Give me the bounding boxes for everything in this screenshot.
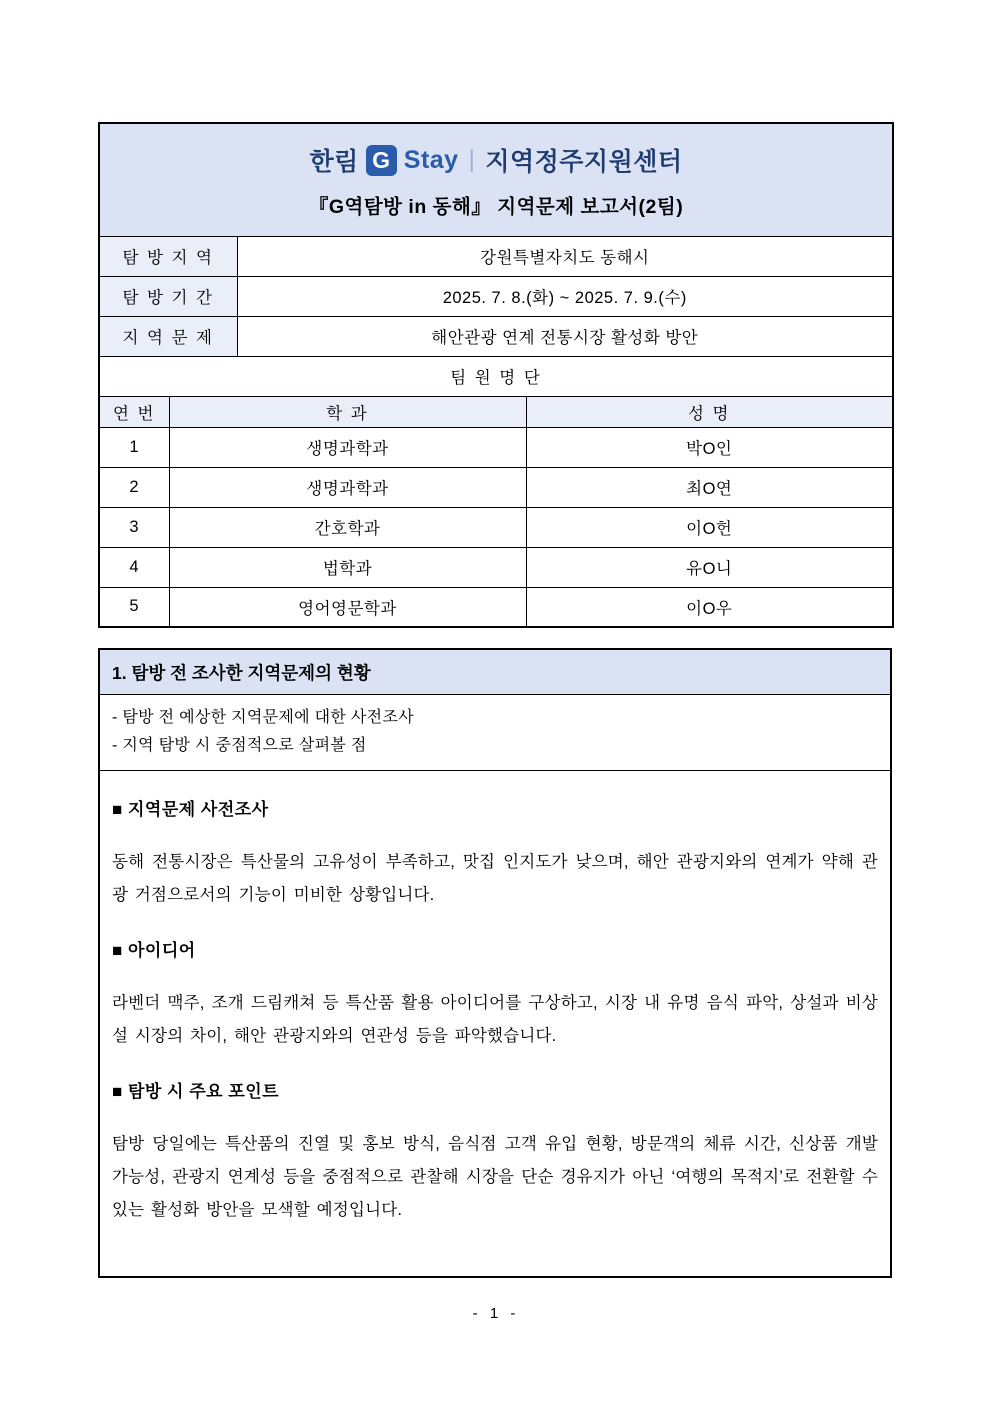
team-header-row	[99, 396, 893, 427]
team-caption-row	[99, 356, 893, 396]
table-row	[99, 467, 893, 507]
team-col-dept: 학 과	[169, 396, 526, 427]
member-name: 유O니	[526, 547, 893, 587]
table-row	[99, 427, 893, 467]
heading-presurvey: ■ 지역문제 사전조사	[112, 800, 269, 819]
logo-center-name: 지역정주지원센터	[485, 148, 683, 177]
info-value-period: 2025. 7. 8.(화) ~ 2025. 7. 9.(수)	[237, 276, 893, 316]
member-dept: 생명과학과	[169, 467, 526, 507]
member-dept: 생명과학과	[169, 427, 526, 467]
info-row-problem	[99, 316, 893, 356]
header-band	[99, 123, 893, 236]
team-col-name: 성 명	[526, 396, 893, 427]
table-row	[99, 547, 893, 587]
logo-separator: |	[468, 146, 476, 174]
team-col-no: 연 번	[99, 396, 169, 427]
table-row	[99, 587, 893, 627]
info-value-region: 강원특별자치도 동해시	[237, 236, 893, 276]
member-dept: 영어영문학과	[169, 587, 526, 627]
info-label-problem: 지 역 문 제	[99, 316, 237, 356]
member-name: 박O인	[526, 427, 893, 467]
logo-hallym-text: 한림	[309, 148, 359, 177]
report-header-table	[98, 122, 894, 628]
section1-content	[100, 771, 890, 1227]
team-caption: 팀 원 명 단	[99, 356, 893, 396]
member-no: 2	[99, 467, 169, 507]
logo-stay-text: Stay	[403, 145, 459, 174]
member-no: 4	[99, 547, 169, 587]
info-value-problem: 해안관광 연계 전통시장 활성화 방안	[237, 316, 893, 356]
member-dept: 간호학과	[169, 507, 526, 547]
org-logo	[100, 142, 892, 178]
member-name: 이O우	[526, 587, 893, 627]
info-label-period: 탐 방 기 간	[99, 276, 237, 316]
heading-visit-points: ■ 탐방 시 주요 포인트	[112, 1082, 280, 1101]
paragraph-presurvey: 동해 전통시장은 특산물의 고유성이 부족하고, 맛집 인지도가 낮으며, 해안 관광지와의 연계가 약해 관광 거점으로서의 기능이 미비한 상황입니다.	[112, 853, 878, 904]
member-no: 3	[99, 507, 169, 547]
paragraph-idea: 라벤더 맥주, 조개 드림캐쳐 등 특산품 활용 아이디어를 구상하고, 시장 내 유명 음식 파악, 상설과 비상설 시장의 차이, 해안 관광지와의 연관성 등을 파악했습니다.	[112, 994, 878, 1045]
member-name: 최O연	[526, 467, 893, 507]
paragraph-visit-points: 탐방 당일에는 특산품의 진열 및 홍보 방식, 음식점 고객 유입 현황, 방문객의 체류 시간, 신상품 개발 가능성, 관광지 연계성 등을 중점적으로 관찰해 시장을 단순 경유지가 아닌 ‘여행의 목적지’로 전환할 수 있는 활성화 방안을 모색할 예정입니다.	[112, 1135, 878, 1219]
section1-box	[98, 648, 892, 1278]
section1-title: 1. 탐방 전 조사한 지역문제의 현황	[100, 650, 890, 695]
g-badge-icon: G	[366, 145, 397, 176]
member-dept: 법학과	[169, 547, 526, 587]
member-no: 1	[99, 427, 169, 467]
bullet-presurvey: - 탐방 전 예상한 지역문제에 대한 사전조사	[112, 709, 414, 726]
section1-bullets	[100, 695, 890, 771]
document-title: 『G역탐방 in 동해』 지역문제 보고서(2팀)	[308, 196, 684, 219]
heading-idea: ■ 아이디어	[112, 941, 196, 960]
info-row-period	[99, 276, 893, 316]
table-row	[99, 507, 893, 547]
bullet-focus: - 지역 탐방 시 중점적으로 살펴볼 점	[112, 737, 367, 754]
page-number: - 1 -	[472, 1305, 520, 1322]
member-name: 이O헌	[526, 507, 893, 547]
member-no: 5	[99, 587, 169, 627]
info-label-region: 탐 방 지 역	[99, 236, 237, 276]
header-band-row	[99, 123, 893, 236]
info-row-region	[99, 236, 893, 276]
